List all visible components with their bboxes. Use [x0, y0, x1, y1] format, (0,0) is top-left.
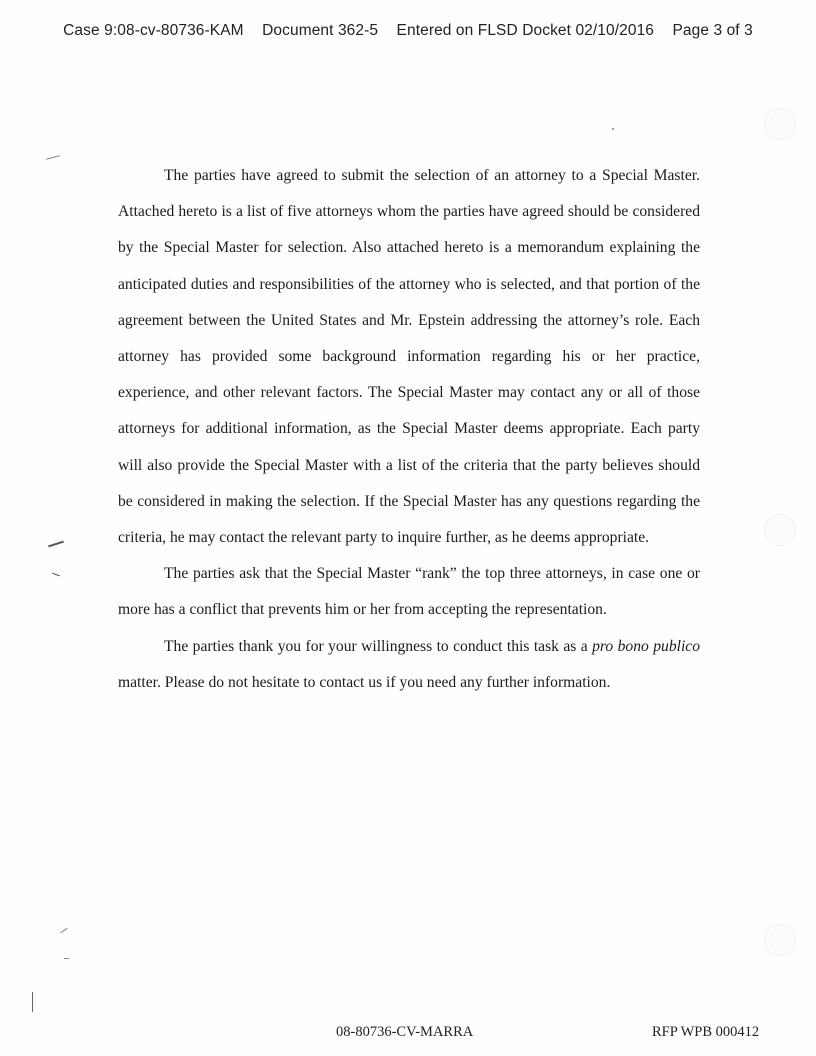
scan-dot — [612, 128, 614, 130]
scan-mark — [60, 928, 67, 933]
page-indicator: Page 3 of 3 — [672, 22, 753, 39]
punch-hole-middle — [764, 514, 796, 546]
paragraph-1: The parties have agreed to submit the selection of an attorney to a Special Master. Attached hereto is a list of five attorneys whom the parties have agreed should be considered by the Special Master for selection. Also attached hereto is a memorandum explaining the anticipated duties and responsibilities of the attorney who is selected, and that portion of the agreement between the United States and Mr. Epstein addressing the attorney’s role. Each attorney has provided some background information regarding his or her practice, experience, and other relevant factors. The Special Master may contact any or all of those attorneys for additional information, as the Special Master deems appropriate. Each party will also provide the Special Master with a list of the criteria that the party believes should be considered in making the selection. If the Special Master has any questions regarding the criteria, he may contact the relevant party to inquire further, as he deems appropriate. — [118, 167, 700, 547]
footer-bates-number: RFP WPB 000412 — [652, 1024, 760, 1040]
paragraph-3 — [118, 629, 700, 701]
case-number: Case 9:08-cv-80736-KAM — [63, 22, 244, 39]
punch-hole-bottom — [764, 924, 796, 956]
letter-body — [118, 158, 700, 701]
paragraph-3-end: matter. Please do not hesitate to contact us if you need any further information. — [118, 673, 611, 691]
scan-mark — [48, 541, 64, 548]
paragraph-3-start: The parties thank you for your willingness to conduct this task as a — [164, 637, 593, 655]
scan-mark — [52, 573, 60, 577]
paragraph-3-latin: pro bono publico — [592, 637, 701, 655]
paragraph-2: The parties ask that the Special Master “rank” the top three attorneys, in case one or more has a conflict that prevents him or her from accepting the representation. — [118, 565, 700, 619]
footer-case-reference: 08-80736-CV-MARRA — [336, 1024, 474, 1040]
scan-mark — [32, 992, 33, 1012]
scan-mark — [46, 155, 60, 160]
scan-mark — [64, 958, 69, 959]
docket-header — [0, 22, 816, 40]
document-number: Document 362-5 — [262, 22, 379, 39]
entered-date: Entered on FLSD Docket 02/10/2016 — [396, 22, 655, 39]
punch-hole-top — [764, 108, 796, 140]
